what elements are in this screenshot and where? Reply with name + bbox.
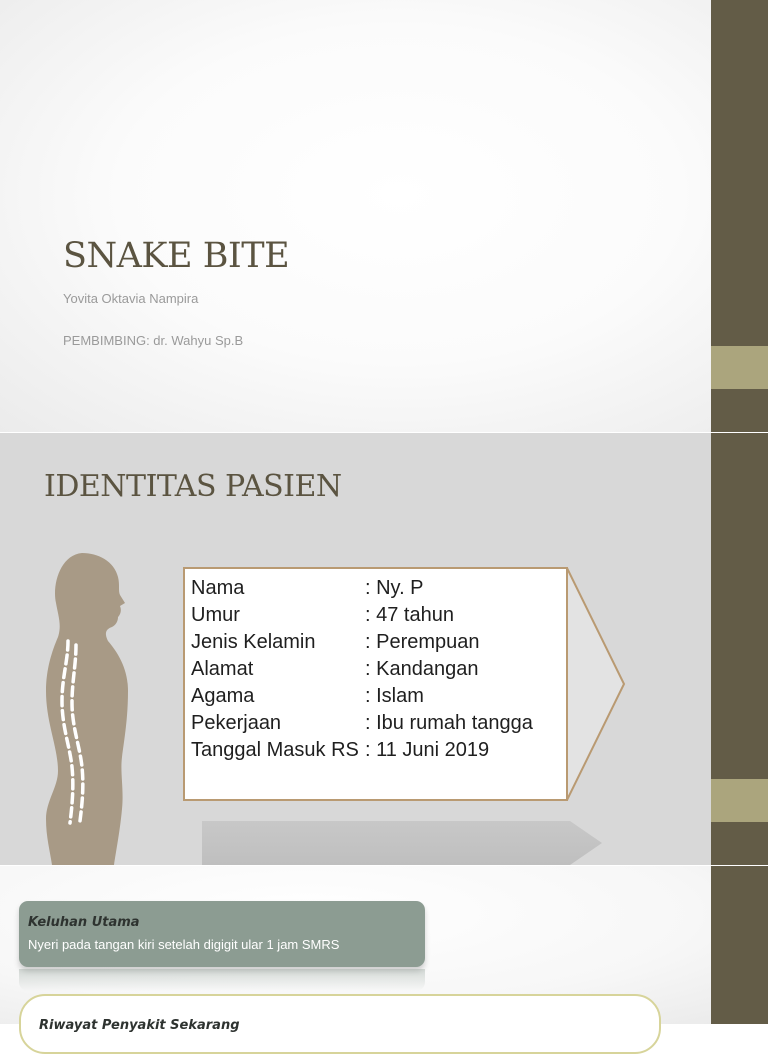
complaint-text: Nyeri pada tangan kiri setelah digigit ular 1 jam SMRS: [28, 937, 340, 952]
title-slide: [0, 0, 768, 432]
field-label: Jenis Kelamin: [191, 631, 316, 653]
info-row-occupation: [191, 710, 533, 737]
presentation-title: SNAKE BITE: [63, 236, 290, 276]
complaint-title: Keluhan Utama: [28, 915, 140, 930]
field-label: Nama: [191, 577, 245, 599]
slide-sidebar: [711, 433, 768, 865]
slide-sidebar: [711, 866, 768, 1024]
field-label: Tanggal Masuk RS: [191, 739, 359, 761]
human-spine-figure-icon: [38, 551, 140, 865]
patient-identity-slide: [0, 433, 768, 865]
complaint-reflection: [19, 969, 425, 991]
field-label: Agama: [191, 685, 255, 707]
field-label: Umur: [191, 604, 240, 626]
slide-sidebar: [711, 0, 768, 432]
sidebar-accent: [711, 346, 768, 389]
field-value: : 11 Juni 2019: [365, 739, 490, 761]
sidebar-accent: [711, 779, 768, 822]
info-row-address: [191, 656, 533, 683]
field-value: : Perempuan: [365, 631, 480, 653]
field-value: : 47 tahun: [365, 604, 454, 626]
chief-complaint-box: [19, 901, 425, 967]
field-label: Alamat: [191, 658, 254, 680]
info-row-name: [191, 575, 533, 602]
current-illness-box: [19, 994, 661, 1054]
arrow-shadow: [202, 821, 602, 865]
author-name: Yovita Oktavia Nampira: [63, 291, 199, 306]
supervisor-name: PEMBIMBING: dr. Wahyu Sp.B: [63, 333, 244, 348]
field-value: : Kandangan: [365, 658, 479, 680]
info-row-religion: [191, 683, 533, 710]
field-value: : Ny. P: [365, 577, 424, 599]
field-value: : Islam: [365, 685, 424, 707]
patient-info-table: [191, 575, 533, 764]
info-row-admission-date: [191, 737, 533, 764]
history-title: Riwayat Penyakit Sekarang: [39, 1018, 240, 1033]
patient-info-box: [182, 564, 628, 804]
slide-title: IDENTITAS PASIEN: [44, 469, 342, 504]
history-slide: [0, 866, 768, 1033]
info-row-age: [191, 602, 533, 629]
field-label: Pekerjaan: [191, 712, 282, 734]
field-value: : Ibu rumah tangga: [365, 712, 533, 734]
info-row-gender: [191, 629, 533, 656]
